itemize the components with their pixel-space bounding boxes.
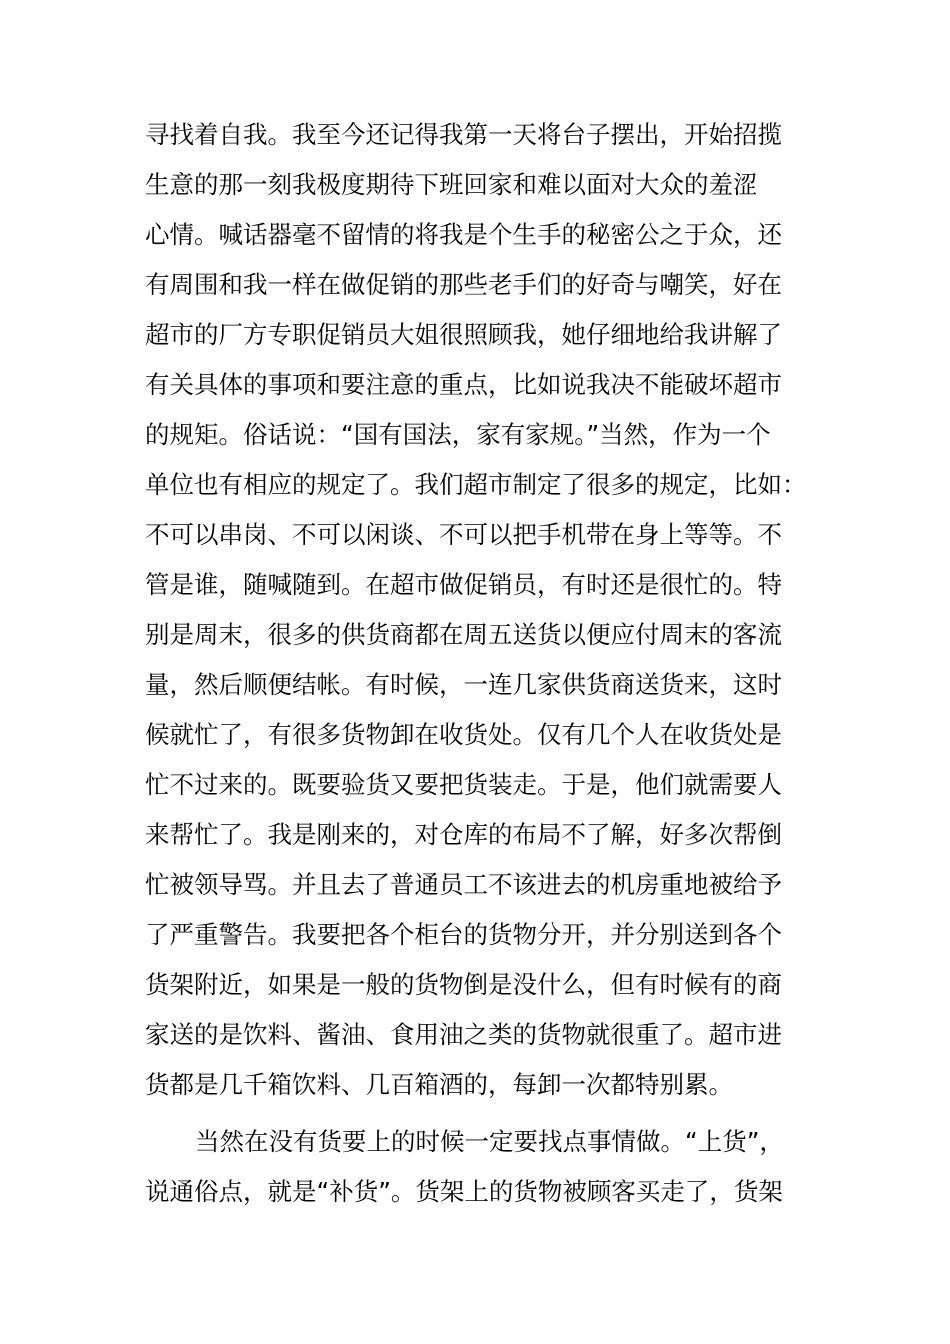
text-line: 的规矩。俗话说：“国有国法，家有家规。”当然，作为一个 (145, 420, 771, 449)
text-line: 家送的是饮料、酱油、食用油之类的货物就很重了。超市进 (145, 1020, 782, 1049)
text-line: 寻找着自我。我至今还记得我第一天将台子摆出，开始招揽 (145, 120, 782, 149)
text-line: 货架附近，如果是一般的货物倒是没什么，但有时候有的商 (145, 970, 782, 999)
text-line: 心情。喊话器毫不留情的将我是个生手的秘密公之于众，还 (145, 220, 782, 249)
text-line: 说通俗点，就是“补货”。货架上的货物被顾客买走了，货架 (145, 1177, 783, 1206)
text-line: 有关具体的事项和要注意的重点，比如说我决不能破坏超市 (145, 370, 782, 399)
paragraph-first-line: 当然在没有货要上的时候一定要找点事情做。“上货”， (195, 1127, 784, 1156)
text-line: 别是周末，很多的供货商都在周五送货以便应付周末的客流 (145, 620, 782, 649)
text-line: 管是谁，随喊随到。在超市做促销员，有时还是很忙的。特 (145, 570, 782, 599)
text-line: 不可以串岗、不可以闲谈、不可以把手机带在身上等等。不 (145, 520, 782, 549)
text-line: 了严重警告。我要把各个柜台的货物分开，并分别送到各个 (145, 920, 782, 949)
text-line: 有周围和我一样在做促销的那些老手们的好奇与嘲笑，好在 (145, 270, 782, 299)
text-line: 候就忙了，有很多货物卸在收货处。仅有几个人在收货处是 (145, 720, 782, 749)
text-line: 忙不过来的。既要验货又要把货装走。于是，他们就需要人 (145, 770, 782, 799)
text-line: 单位也有相应的规定了。我们超市制定了很多的规定，比如： (145, 470, 807, 499)
text-line: 生意的那一刻我极度期待下班回家和难以面对大众的羞涩 (145, 170, 758, 199)
text-line: 来帮忙了。我是刚来的，对仓库的布局不了解，好多次帮倒 (145, 820, 782, 849)
text-line: 货都是几千箱饮料、几百箱酒的，每卸一次都特别累。 (145, 1070, 733, 1099)
text-line: 量，然后顺便结帐。有时候，一连几家供货商送货来，这时 (145, 670, 782, 699)
text-line: 忙被领导骂。并且去了普通员工不该进去的机房重地被给予 (145, 870, 782, 899)
text-line: 超市的厂方专职促销员大姐很照顾我，她仔细地给我讲解了 (145, 320, 782, 349)
